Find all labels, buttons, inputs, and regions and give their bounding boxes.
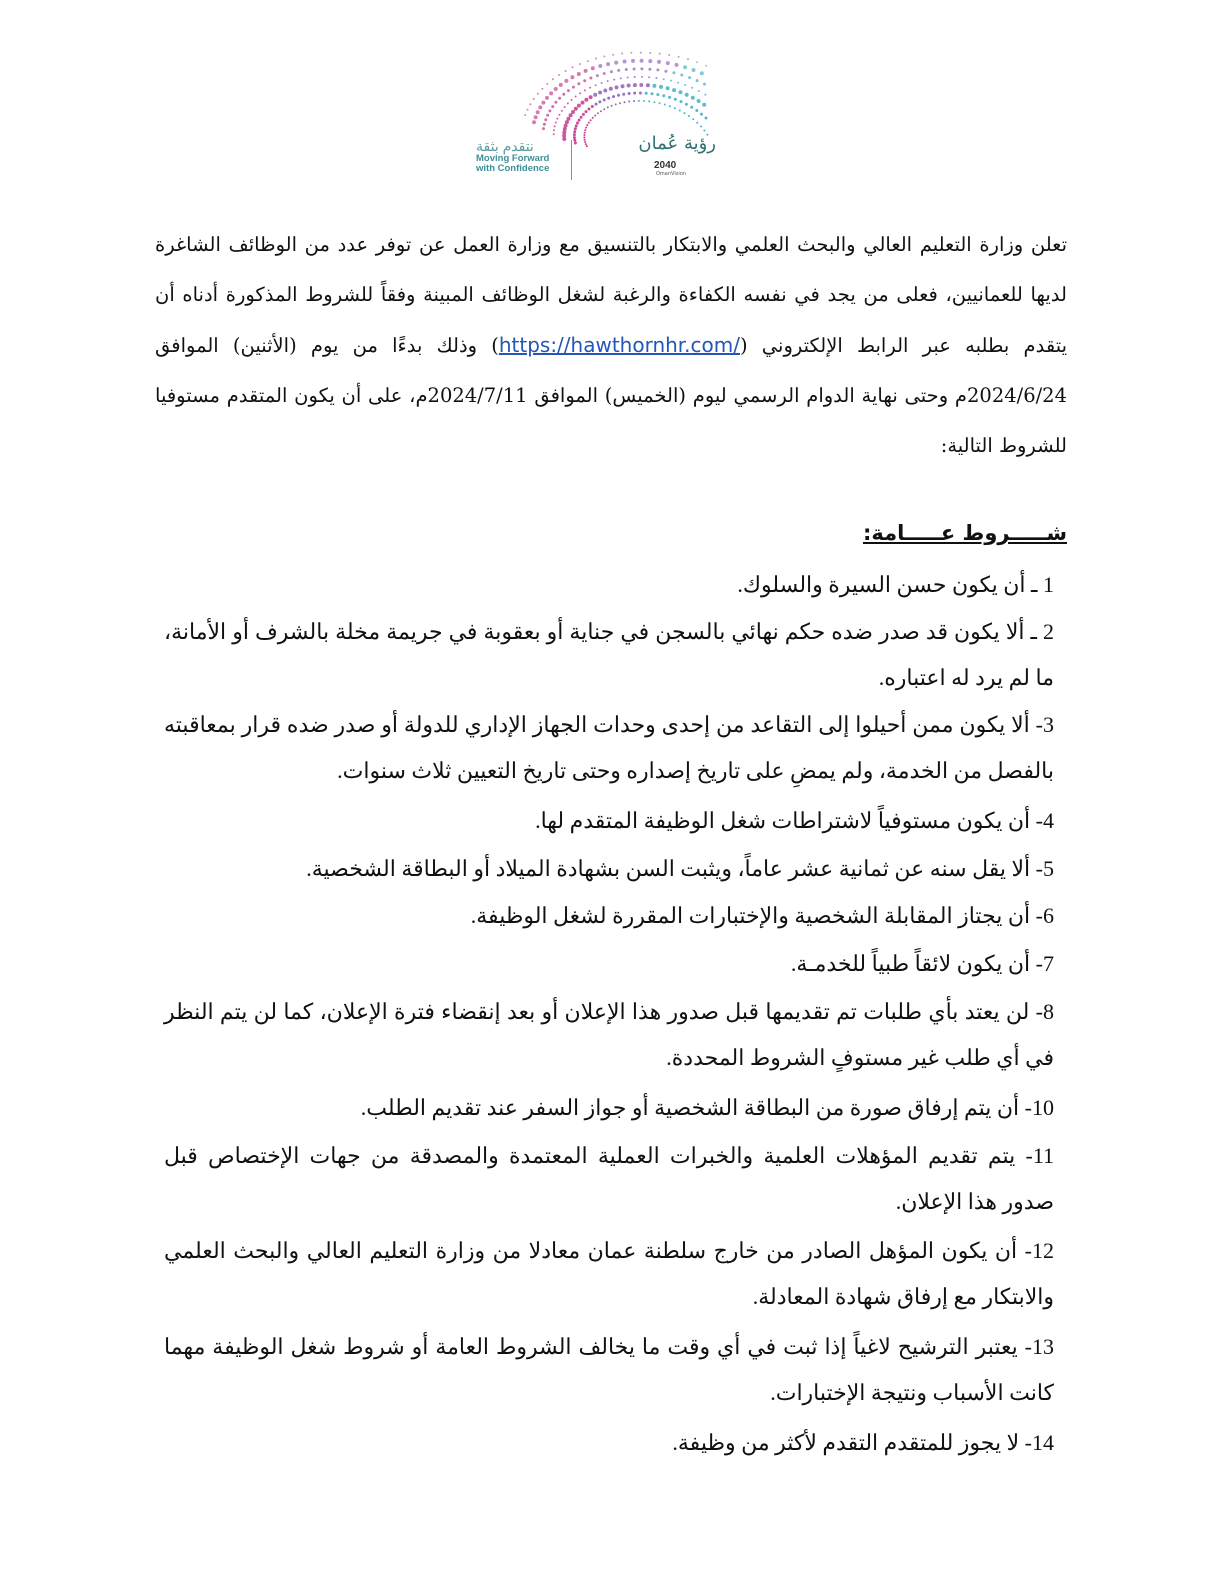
logo-dot bbox=[541, 88, 543, 90]
logo-dot bbox=[607, 80, 609, 82]
logo-dot bbox=[653, 101, 655, 103]
logo-dot bbox=[597, 112, 599, 114]
logo-dot bbox=[614, 61, 618, 65]
logo-dot bbox=[648, 100, 650, 102]
intro-text-part-1: تعلن وزارة التعليم العالي والبحث العلمي والابتكار بالتنسيق مع وزارة العمل عن توفر عدد من الوظائف الشاغرة لديها للعمانيين، فعلى من يجد في نفسه الكفاءة والرغبة لشغل الوظائف المبينة وفقاً للشروط المذكورة أدناه أن يتقدم بطلبه عبر الرابط الإلكتروني ( bbox=[155, 233, 1068, 357]
logo-dot bbox=[571, 99, 573, 101]
logo-tagline-english-2: with Confidence bbox=[476, 163, 550, 174]
logo-dot bbox=[558, 97, 561, 100]
logo-dot bbox=[588, 108, 591, 111]
logo-dot bbox=[617, 69, 620, 72]
logo-dot bbox=[554, 87, 558, 91]
condition-item: 7- أن يكون لائقاً طبياً للخدمـة. bbox=[790, 951, 1054, 976]
logo-dot bbox=[696, 79, 699, 82]
logo-dot bbox=[561, 110, 563, 112]
condition-item: 3- ألا يكون ممن أحيلوا إلى التقاعد من إحدى وحدات الجهاز الإداري للدولة أو صدر ضده قرار بمعاقبته بالفصل من الخدمة، ولم يمضِ على تاريخ إصداره وحتى تاريخ التعيين ثلاث سنوات. bbox=[164, 712, 1054, 783]
logo-dot bbox=[610, 70, 613, 73]
logo-dot bbox=[592, 117, 594, 119]
logo-dot bbox=[574, 142, 577, 145]
logo-dot bbox=[534, 115, 538, 119]
logo-dot bbox=[569, 113, 573, 117]
logo-dot bbox=[565, 70, 567, 72]
logo-dot bbox=[692, 68, 696, 72]
logo-dot bbox=[549, 91, 553, 95]
logo-dot bbox=[542, 127, 545, 130]
logo-dot bbox=[546, 83, 548, 85]
logo-dot bbox=[617, 94, 620, 97]
logo-dot bbox=[703, 83, 706, 86]
logo-dot bbox=[558, 114, 560, 116]
logo-dot bbox=[621, 84, 625, 88]
logo-dot bbox=[692, 118, 694, 120]
logo-dot bbox=[563, 127, 567, 131]
logo-dot bbox=[615, 103, 617, 105]
logo-dot bbox=[576, 122, 579, 125]
intro-text-part-2: ) وذلك بدءًا من يوم (الأثنين) الموافق 2024/6/24م وحتى نهاية الدوام الرسمي ليوم (الخميس) الموافق 2024/7/11م، على أن يكون المتقدم مستوفيا للشروط التالية: bbox=[155, 334, 1067, 457]
logo-dot bbox=[619, 102, 621, 104]
logo-dot bbox=[659, 85, 663, 89]
logo-dot bbox=[683, 65, 687, 69]
logo-dot bbox=[691, 96, 695, 100]
logo-dot bbox=[609, 87, 613, 91]
logo-dot bbox=[628, 101, 630, 103]
logo-dot bbox=[584, 129, 586, 131]
logo-dot bbox=[564, 106, 566, 108]
logo-dot bbox=[577, 82, 580, 85]
logo-dot bbox=[656, 93, 659, 96]
logo-dot bbox=[677, 82, 679, 84]
logo-dot bbox=[687, 58, 689, 60]
logo-dot bbox=[573, 139, 576, 142]
logo-dot bbox=[584, 69, 588, 73]
logo-dot bbox=[674, 107, 676, 109]
logo-dot bbox=[611, 105, 613, 107]
logo-dot bbox=[586, 145, 588, 147]
logo-tagline-arabic: نتقدم بثقة bbox=[476, 138, 534, 154]
condition-item: 11- يتم تقديم المؤهلات العلمية والخبرات العملية المعتمدة والمصدقة من جهات الإختصاص قبل صدور هذا الإعلان. bbox=[164, 1143, 1054, 1214]
application-link[interactable]: https://hawthornhr.com/ bbox=[498, 333, 740, 357]
logo-dot bbox=[598, 91, 602, 95]
logo-dot bbox=[527, 109, 529, 111]
logo-dot bbox=[625, 68, 628, 71]
logo-dot bbox=[684, 112, 686, 114]
logo-dot bbox=[666, 86, 670, 90]
logo-dot bbox=[572, 66, 574, 68]
logo-dot bbox=[585, 110, 588, 113]
logo-dot bbox=[627, 77, 629, 79]
logo-dot bbox=[672, 88, 676, 92]
logo-vision-text bbox=[620, 133, 716, 177]
logo-dot bbox=[593, 93, 597, 97]
logo-dot bbox=[584, 98, 588, 102]
logo-dot bbox=[613, 79, 615, 81]
condition-item: 8- لن يعتد بأي طلبات تم تقديمها قبل صدور هذا الإعلان أو بعد إنقضاء فترة الإعلان، كما لن يتم النظر في أي طلب غير مستوفٍ الشروط المحددة. bbox=[164, 999, 1054, 1070]
logo-dot bbox=[639, 92, 642, 95]
logo-dot bbox=[564, 79, 568, 83]
logo-dot bbox=[554, 125, 556, 127]
logo-dot bbox=[607, 97, 610, 100]
logo-dot bbox=[555, 122, 557, 124]
logo-dot bbox=[585, 127, 587, 129]
logo-dot bbox=[705, 65, 707, 67]
logo-dot bbox=[652, 84, 656, 88]
logo-dot bbox=[631, 59, 635, 63]
logo-dot bbox=[691, 87, 693, 89]
logo-dot bbox=[675, 63, 679, 67]
logo-dot bbox=[572, 86, 575, 89]
logo-dot bbox=[704, 94, 706, 96]
logo-dot bbox=[595, 58, 597, 60]
logo-divider bbox=[571, 140, 572, 180]
logo-dot bbox=[591, 105, 594, 108]
condition-item: 4- أن يكون مستوفياً لاشتراطات شغل الوظيفة المتقدم لها. bbox=[535, 808, 1054, 833]
logo-dot bbox=[524, 114, 526, 116]
logo-dot bbox=[582, 113, 585, 116]
logo-dot bbox=[543, 123, 546, 126]
logo-dot bbox=[546, 114, 549, 117]
logo-dot bbox=[606, 62, 610, 66]
condition-item: 5- ألا يقل سنه عن ثمانية عشر عاماً، ويثبت السن بشهادة الميلاد أو البطاقة الشخصية. bbox=[306, 856, 1054, 881]
logo-dot bbox=[586, 124, 588, 126]
logo-dot bbox=[627, 84, 631, 88]
logo-dot bbox=[685, 93, 689, 97]
logo-dot bbox=[664, 70, 667, 73]
logo-dot bbox=[537, 93, 539, 95]
condition-item: 10- أن يتم إرفاق صورة من البطاقة الشخصية أو جواز السفر عند تقديم الطلب. bbox=[360, 1095, 1054, 1120]
logo-dot bbox=[659, 102, 661, 104]
logo-dot bbox=[679, 90, 683, 94]
logo-dot bbox=[533, 98, 535, 100]
logo-dot bbox=[648, 68, 651, 71]
logo-dot bbox=[680, 100, 683, 103]
logo-dot bbox=[575, 125, 578, 128]
logo-dot bbox=[645, 92, 648, 95]
logo-dot bbox=[640, 59, 644, 63]
logo-dot bbox=[702, 103, 706, 107]
logo-dot bbox=[700, 71, 704, 75]
logo-dot bbox=[573, 136, 576, 139]
logo-dot bbox=[678, 56, 680, 58]
logo-dot bbox=[688, 76, 691, 79]
logo-dot bbox=[567, 102, 569, 104]
logo-dot bbox=[552, 78, 554, 80]
logo-dot bbox=[696, 122, 698, 124]
logo-dot bbox=[598, 64, 602, 68]
logo-dot bbox=[670, 80, 672, 82]
logo-dot bbox=[639, 83, 643, 87]
condition-item: 13- يعتبر الترشيح لاغياً إذا ثبت في أي وقت ما يخالف الشروط العامة أو شروط شغل الوظيفة مهما كانت الأسباب ونتيجة الإختبارات. bbox=[164, 1334, 1055, 1405]
logo-dot bbox=[532, 120, 536, 124]
logo-vision-arabic: رؤية عُمان bbox=[638, 133, 716, 154]
condition-item: 14- لا يجوز للمتقدم التقدم لأكثر من وظيفة. bbox=[672, 1430, 1054, 1455]
logo-dot bbox=[583, 136, 585, 138]
logo-dot bbox=[633, 100, 635, 102]
logo-dot bbox=[577, 104, 581, 108]
logo-dot bbox=[573, 130, 576, 133]
logo-dot bbox=[571, 110, 575, 114]
logo-dot bbox=[620, 77, 622, 79]
logo-dot bbox=[700, 126, 702, 128]
logo-dot bbox=[649, 52, 651, 54]
logo-dot bbox=[581, 101, 585, 105]
logo-dot bbox=[700, 113, 703, 116]
logo-dot bbox=[559, 83, 563, 87]
logo-dot bbox=[651, 92, 654, 95]
logo-dot bbox=[573, 133, 576, 136]
condition-item: 12- أن يكون المؤهل الصادر من خارج سلطنة عمان معادلا من وزارة التعليم العالي والبحث العلمي والابتكار مع إرفاق شهادة المعادلة. bbox=[164, 1238, 1054, 1309]
logo-dot bbox=[590, 119, 592, 121]
logo-dot bbox=[668, 96, 671, 99]
logo-dot bbox=[579, 63, 581, 65]
logo-dot bbox=[585, 143, 587, 145]
logo-dot bbox=[548, 109, 551, 112]
logo-dot bbox=[680, 74, 683, 77]
logo-dot bbox=[669, 105, 671, 107]
logo-dot bbox=[607, 106, 609, 108]
logo-dot bbox=[587, 60, 589, 62]
logo-dot bbox=[574, 107, 578, 111]
logo-dot bbox=[603, 108, 605, 110]
logo-dot bbox=[598, 100, 601, 103]
logo-dot bbox=[595, 103, 598, 106]
logo-dot bbox=[595, 84, 597, 86]
logo-dot bbox=[603, 98, 606, 101]
logo-dot bbox=[589, 87, 591, 89]
logo-dot bbox=[562, 130, 566, 134]
logo-dot bbox=[584, 141, 586, 143]
logo-dot bbox=[574, 127, 577, 130]
logo-dot bbox=[558, 74, 560, 76]
logo-dot bbox=[615, 85, 619, 89]
logo-dot bbox=[562, 93, 565, 96]
logo-dot bbox=[594, 115, 596, 117]
logo-dot bbox=[529, 103, 531, 105]
logo-dot bbox=[584, 132, 586, 134]
logo-dot bbox=[685, 103, 688, 106]
logo-dot bbox=[564, 124, 568, 128]
logo-dot bbox=[570, 75, 574, 79]
logo-dot bbox=[659, 53, 661, 55]
logo-dot bbox=[695, 109, 698, 112]
logo-dot bbox=[544, 118, 547, 121]
logo-dot bbox=[553, 129, 555, 131]
announcement-intro bbox=[155, 220, 1067, 471]
logo-dot bbox=[690, 106, 693, 109]
logo-dot bbox=[643, 100, 645, 102]
logo-dot bbox=[674, 98, 677, 101]
logo-dot bbox=[578, 119, 581, 122]
logo-dot bbox=[628, 92, 631, 95]
logo-dot bbox=[662, 94, 665, 97]
logo-dot bbox=[567, 89, 570, 92]
logo-dot bbox=[648, 76, 650, 78]
logo-dot bbox=[638, 100, 640, 102]
logo-tagline bbox=[476, 138, 572, 174]
logo-dot bbox=[657, 60, 661, 64]
logo-dot bbox=[697, 99, 701, 103]
logo-dot bbox=[648, 59, 652, 63]
condition-item: 6- أن يجتاز المقابلة الشخصية والإختبارات المقررة لشغل الوظيفة. bbox=[470, 903, 1054, 928]
logo-dot bbox=[596, 74, 599, 77]
logo-dot bbox=[634, 76, 636, 78]
logo-dot bbox=[584, 139, 586, 141]
logo-dot bbox=[672, 71, 675, 74]
logo-dot bbox=[623, 60, 627, 64]
logo-dot bbox=[575, 96, 577, 98]
logo-dot bbox=[554, 101, 557, 104]
logo-dot bbox=[622, 93, 625, 96]
logo-dot bbox=[589, 95, 593, 99]
logo-vision-english: OmanVision bbox=[656, 171, 686, 177]
logo-dot bbox=[684, 84, 686, 86]
logo-dot bbox=[583, 79, 586, 82]
logo-dot bbox=[556, 118, 558, 120]
logo-dot bbox=[565, 120, 569, 124]
logo-dot bbox=[641, 76, 643, 78]
logo-dot bbox=[603, 89, 607, 93]
condition-item: 1 ـ أن يكون حسن السيرة والسلوك. bbox=[737, 572, 1054, 597]
logo-dot bbox=[624, 101, 626, 103]
logo-dot bbox=[538, 105, 542, 109]
logo-dot bbox=[541, 101, 545, 105]
logo-dot bbox=[584, 89, 586, 91]
logo-dot bbox=[612, 54, 614, 56]
logo-dot bbox=[577, 72, 581, 76]
logo-dot bbox=[698, 90, 700, 92]
logo-dot bbox=[640, 67, 643, 70]
general-conditions-heading: شـــــروط عـــــامة: bbox=[862, 521, 1067, 545]
logo-dot bbox=[630, 52, 632, 54]
logo-dot bbox=[612, 95, 615, 98]
logo-dot bbox=[646, 83, 650, 87]
condition-item: 2 ـ ألا يكون قد صدر ضده حكم نهائي بالسجن في جناية أو بعقوبة في جريمة مخلة بالشرف أو الأمانة، ما لم يرد له اعتباره. bbox=[164, 619, 1054, 690]
logo-dot bbox=[621, 53, 623, 55]
logo-dot bbox=[583, 134, 585, 136]
logo-dot bbox=[705, 117, 708, 120]
logo-dot bbox=[567, 117, 571, 121]
logo-dot bbox=[664, 104, 666, 106]
logo-dot bbox=[655, 77, 657, 79]
logo-dot bbox=[589, 77, 592, 80]
logo-tagline-english-1: Moving Forward bbox=[476, 153, 550, 164]
logo-dot bbox=[580, 116, 583, 119]
logo-dot bbox=[633, 83, 637, 87]
logo-dot bbox=[696, 61, 698, 63]
logo-dot bbox=[703, 130, 705, 132]
logo-dot bbox=[588, 122, 590, 124]
logo-dot bbox=[553, 133, 555, 135]
logo-dot bbox=[603, 55, 605, 57]
logo-dot bbox=[579, 92, 581, 94]
logo-dot bbox=[545, 96, 549, 100]
logo-dot bbox=[656, 68, 659, 71]
logo-dot bbox=[536, 110, 540, 114]
logo-dot bbox=[679, 110, 681, 112]
logo-dot bbox=[551, 105, 554, 108]
logo-dot bbox=[603, 72, 606, 75]
logo-vision-year: 2040 bbox=[654, 160, 677, 171]
logo-dot bbox=[601, 82, 603, 84]
logo-dot bbox=[591, 66, 595, 70]
logo-dot bbox=[600, 110, 602, 112]
logo-dot bbox=[633, 68, 636, 71]
logo-dot bbox=[668, 54, 670, 56]
logo-dot bbox=[633, 92, 636, 95]
logo-dot bbox=[666, 61, 670, 65]
logo-dot bbox=[663, 78, 665, 80]
logo-dot bbox=[640, 52, 642, 54]
logo-dot bbox=[688, 115, 690, 117]
